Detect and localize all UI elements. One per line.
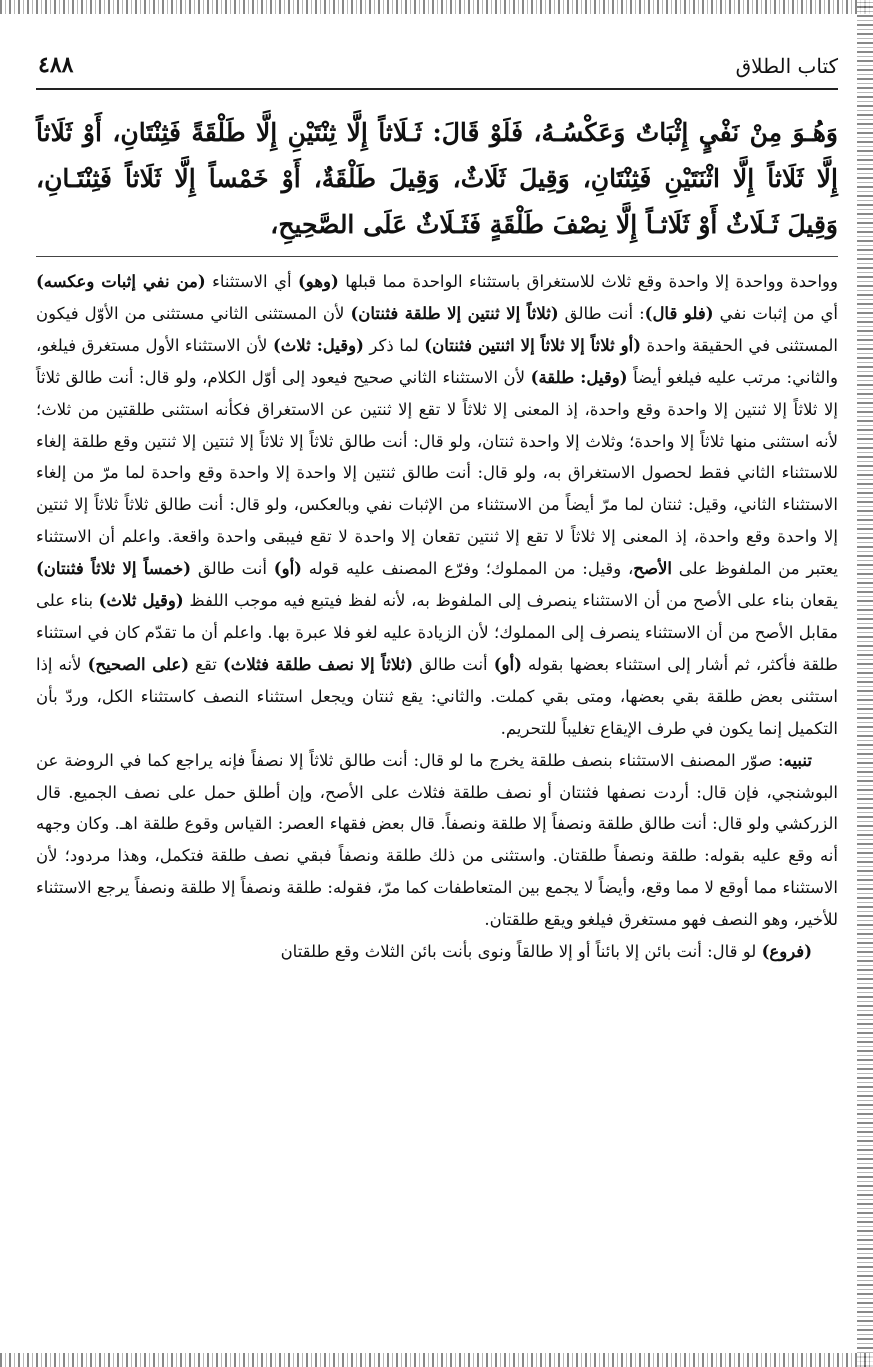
bold-matn-quote: تنبيه — [783, 750, 812, 770]
sharh-segment: : أنت طالق — [558, 303, 645, 323]
bold-matn-quote: (فلو قال) — [644, 303, 714, 323]
bold-matn-quote: (من نفي إثبات وعكسه) — [36, 272, 206, 291]
bold-matn-quote: (خمساً إلا ثلاثاً فثنتان) — [36, 559, 192, 579]
decorative-border-top — [0, 0, 873, 14]
bold-matn-quote: (على الصحيح) — [87, 654, 190, 674]
sharh-segment: لأن الاستثناء الثاني صحيح فيعود إلى أوّل الكلام، ولو قال: أنت طالق ثلاثاً إلا ثلاثاً إلا ثنتين إلا واحدة وقع واحدة، إذ المعنى إلا ثلاثاً لا تقع إلا ثنتين عن الاستغراق فكأنه استثنى طلقتين من ثلاث؛ لأنه استثنى منها ثلاثاً إلا واحدة؛ وثلاث إلا واحدة ثنتان، ولو قال: أنت طالق ثلاثاً إلا ثلاثاً إلا ثنتين إلا ثنتين وقع طلقة إلغاء للاستثناء الثاني فقط لحصول الاستغراق به، ولو قال: أنت طالق ثنتين إلا واحدة إلا واحدة وقع واحدة لما مرّ من إلغاء الاستثناء الثاني، وقيل: ثنتان لما مرّ أيضاً من الاستثناء من الإثبات نفي وبالعكس، ولو قال: أنت طالق ثلاثاً ثلاثاً إلا ثنتين إلا واحدة وقع واحدة، إذ المعنى إلا ثلاثاً لا تقع إلا ثنتين تقعان إلا واحدة لا تقع فيبقى واحدة واقعة. واعلم أن الاستثناء يعتبر من الملفوظ على — [36, 367, 838, 579]
sharh-segment: أنت طالق — [191, 559, 274, 579]
bold-matn-quote: (وقيل: ثلاث) — [272, 335, 364, 355]
decorative-border-bottom — [0, 1353, 873, 1367]
page-number: ٤٨٨ — [38, 52, 74, 78]
decorative-border-right — [857, 0, 873, 1367]
page-header — [38, 48, 838, 78]
bold-matn-quote: (أو) — [493, 654, 522, 674]
bold-matn-quote: (ثلاثاً إلا ثنتين إلا طلقة فثنتان) — [350, 303, 559, 323]
bold-matn-quote: (ثلاثاً إلا نصف طلقة فثلاث) — [223, 654, 414, 674]
bold-matn-quote: (وقيل ثلاث) — [98, 591, 184, 611]
sharh-segment: لأن الاستثناء الأول مستغرق فيلغو، والثاني: مرتب عليه فيلغو أيضاً — [36, 335, 838, 387]
bold-matn-quote: (فروع) — [761, 942, 812, 962]
sharh-segment: لما ذكر — [363, 335, 425, 355]
sharh-segment: لأن المستثنى الثاني مستثنى من الأوّل فيكون المستثنى في الحقيقة واحدة — [36, 303, 838, 355]
sharh-text — [36, 266, 838, 968]
sharh-segment: أي من إثبات نفي — [713, 303, 838, 323]
sharh-paragraph-1 — [36, 266, 838, 745]
matn-sharh-divider — [36, 256, 838, 257]
book-title: كتاب الطلاق — [735, 54, 838, 78]
bold-matn-quote: (وقيل: طلقة) — [530, 367, 628, 387]
tanbih-paragraph — [36, 745, 838, 936]
header-rule — [36, 88, 838, 90]
sharh-segment: ، وقيل: من المملوك؛ وفرّع المصنف عليه قوله — [301, 559, 634, 579]
sharh-segment: تقع — [189, 654, 223, 674]
sharh-segment: أي الاستثناء — [205, 272, 298, 291]
sharh-segment: لأنه إذا استثنى بعض طلقة بقي بعضها، ومتى بقي كملت. والثاني: يقع ثنتان ويجعل استثناء النصف كاستثناء الكل، وردّ بأن التكميل إنما يكون في طرف الإيقاع تغليباً للتحريم. — [36, 654, 838, 738]
matn-text: وَهُـوَ مِنْ نَفْيٍ إِثْبَاتٌ وَعَكْسُـهُ، فَلَوْ قَالَ: ثَـلَاثاً إِلَّا ثِنْتَيْنِ إِلَّا طَلْقَةً فَثِنْتَانِ، أَوْ ثَلَاثاً إِلَّا ثَلَاثاً إِلَّا اثْنَتَيْنِ فَثِنْتَانِ، وَقِيلَ ثَلَاثٌ، وَقِيلَ طَلْقَةٌ، أَوْ خَمْساً إِلَّا ثَلَاثاً فَثِنْتَـانِ، وَقِيلَ ثَـلَاثٌ أَوْ ثَلَاثـاً إِلَّا نِصْفَ طَلْقَةٍ فَثَـلَاثٌ عَلَى الصَّحِيحِ، — [36, 118, 838, 239]
sharh-segment: أنت طالق — [413, 654, 494, 674]
bold-matn-quote: (وهو) — [297, 272, 339, 291]
bold-matn-quote: الأصح — [633, 559, 672, 579]
sharh-segment: وواحدة وواحدة إلا واحدة وقع ثلاث للاستغراق باستثناء الواحدة مما قبلها — [338, 272, 838, 291]
sharh-segment: لو قال: أنت بائن إلا بائناً أو إلا طالقاً ونوى بأنت بائن الثلاث وقع طلقتان — [280, 942, 762, 962]
sharh-segment: : صوّر المصنف الاستثناء بنصف طلقة يخرج ما لو قال: أنت طالق ثلاثاً إلا نصفاً فإنه يراجع كما في الروضة عن البوشنجي، فإن قال: أردت نصفها فثنتان أو نصف طلقة فثلاث على الأصح، وإن أطلق حمل على نصف الجميع. قال الزركشي ولو قال: أنت طالق طلقة ونصفاً إلا طلقة ونصفاً. قال بعض فقهاء العصر: القياس وقوع طلقة اهـ. وكان وجهه أنه وقع عليه بقوله: طلقة ونصفاً طلقتان. واستثنى من ذلك طلقة ونصفاً فبقي نصف طلقة فتكمل، وهذا مردود؛ لأن الاستثناء مما أوقع لا مما وقع، وأيضاً لا يجمع بين المتعاطفات كما مرّ، فقوله: طلقة ونصفاً إلا طلقة ونصفاً يرجع الاستثناء للأخير، وهو النصف فهو مستغرق فيلغو ويقع طلقتان. — [36, 750, 838, 930]
bold-matn-quote: (أو ثلاثاً إلا ثلاثاً إلا اثنتين فثنتان) — [424, 335, 642, 355]
sharh-segment: بناء على مقابل الأصح من أن الاستثناء ينصرف إلى المملوك؛ لأن الزيادة عليه لغو فلا عبرة بها. واعلم أن ما تقدّم كان في استثناء طلقة فأكثر، ثم أشار إلى استثناء بعضها بقوله — [36, 591, 839, 674]
sharh-segment: يقعان بناء على الأصح من أن الاستثناء ينصرف إلى الملفوظ به، لأنه لفظ فيتبع فيه موجب اللفظ — [183, 591, 838, 611]
bold-matn-quote: (أو) — [273, 559, 302, 579]
furu-paragraph — [36, 936, 838, 968]
